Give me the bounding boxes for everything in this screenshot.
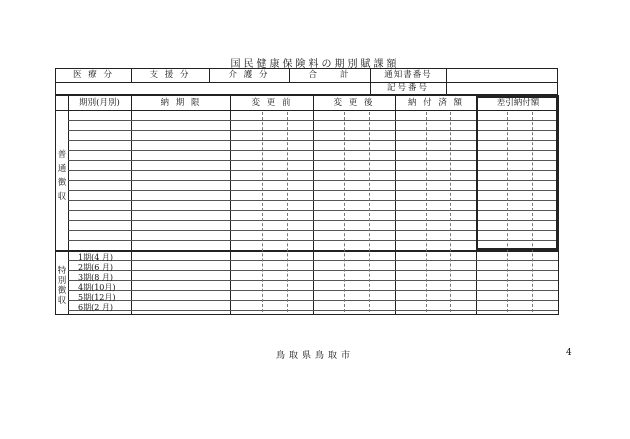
row-divider — [68, 280, 558, 281]
column-divider — [395, 96, 396, 314]
notice-number-label: 通知書番号 — [384, 70, 432, 80]
period-label: 5期(12月) — [78, 293, 116, 302]
section-separator — [56, 250, 558, 252]
row-divider — [68, 260, 558, 261]
column-divider — [313, 96, 314, 314]
digit-group-divider — [450, 112, 451, 312]
symbol-number-label: 記号番号 — [386, 83, 429, 93]
document-title: 国民健康保険料の期別賦課額 — [230, 59, 400, 70]
difference-column-highlight — [476, 96, 558, 250]
column-header-difference-amount: 差引納付額 — [496, 98, 540, 108]
period-label: 4期(10月) — [78, 283, 116, 292]
digit-group-divider — [262, 112, 263, 312]
summary-divider — [446, 69, 447, 96]
medical-portion-label: 医 療 分 — [73, 70, 114, 80]
column-header-period: 期別(月別) — [79, 98, 120, 108]
municipality-name: 鳥取県鳥取市 — [275, 351, 354, 361]
digit-group-divider — [344, 112, 345, 312]
row-divider — [68, 270, 558, 271]
column-divider — [131, 96, 132, 314]
care-portion-label: 介 護 分 — [228, 70, 270, 80]
period-label: 1期(4 月) — [78, 253, 113, 262]
regular-collection-label: 普 通 徴 収 — [57, 150, 67, 202]
period-label: 3期(8 月) — [78, 273, 113, 282]
row-divider — [68, 300, 558, 301]
column-divider — [230, 96, 231, 314]
column-divider — [68, 96, 69, 314]
digit-group-divider — [369, 112, 370, 312]
support-portion-label: 支 援 分 — [149, 70, 191, 80]
column-header-paid-amount: 納 付 済 額 — [407, 98, 465, 108]
row-divider — [68, 290, 558, 291]
digit-group-divider — [287, 112, 288, 312]
page-number: 4 — [566, 348, 572, 358]
total-label: 合 計 — [308, 70, 351, 80]
summary-row-divider — [56, 82, 557, 83]
column-header-before-change: 変 更 前 — [251, 98, 293, 108]
period-assessment-table — [55, 95, 559, 315]
digit-group-divider — [426, 112, 427, 312]
column-header-due-date: 納 期 限 — [160, 98, 202, 108]
assessment-summary-table — [55, 68, 558, 95]
row-divider — [68, 310, 558, 311]
period-label: 6期(2 月) — [78, 303, 113, 312]
column-header-after-change: 変 更 後 — [333, 98, 375, 108]
period-label: 2期(6 月) — [78, 263, 113, 272]
special-collection-label: 特 別 徴 収 — [57, 266, 67, 306]
